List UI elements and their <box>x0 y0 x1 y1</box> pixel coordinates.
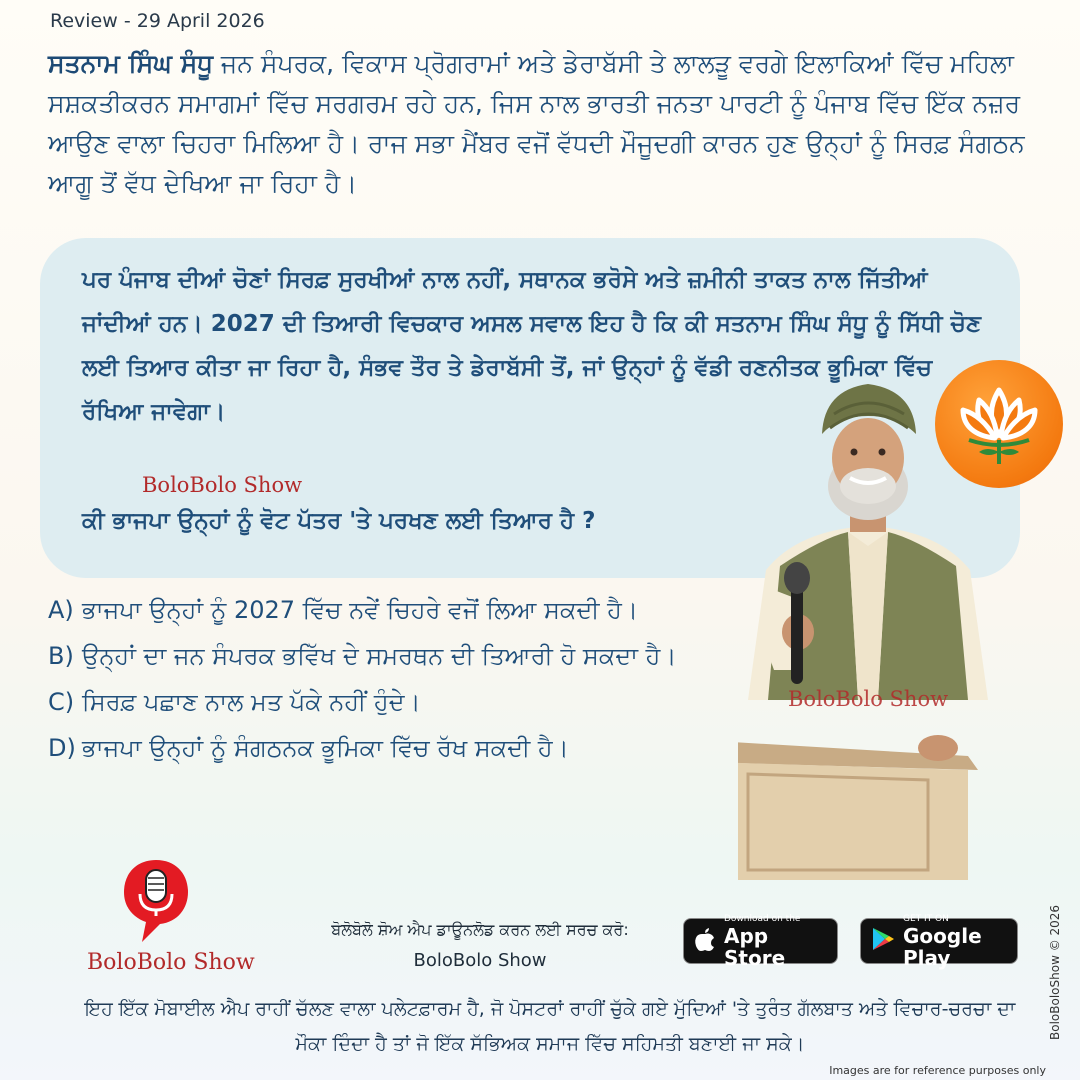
brand-name: BoloBolo Show <box>87 950 255 975</box>
option-letter: A) <box>48 596 74 624</box>
search-prompt: ਬੋਲੋਬੋਲੋ ਸ਼ੋਅ ਐਪ ਡਾਊਨਲੋਡ ਕਰਨ ਲਈ ਸਰਚ ਕਰੋ: <box>331 920 629 939</box>
google-play-icon <box>871 926 895 956</box>
leader-illustration <box>738 370 998 880</box>
answer-options <box>48 590 728 774</box>
option-letter: C) <box>48 688 75 716</box>
search-term: BoloBolo Show <box>413 950 547 971</box>
google-play-label: Google Play <box>903 923 982 970</box>
option-b[interactable] <box>48 636 728 676</box>
watermark: BoloBolo Show <box>142 473 303 497</box>
app-store-button[interactable] <box>683 913 838 970</box>
option-letter: D) <box>48 734 76 762</box>
option-letter: B) <box>48 642 74 670</box>
apple-icon <box>694 926 716 956</box>
quote-text: ਪਰ ਪੰਜਾਬ ਦੀਆਂ ਚੋਣਾਂ ਸਿਰਫ਼ ਸੁਰਖੀਆਂ ਨਾਲ ਨਹੀਂ, ਸਥਾਨਕ ਭਰੋਸੇ ਅਤੇ ਜ਼ਮੀਨੀ ਤਾਕਤ ਨਾਲ ਜਿੱਤੀਆਂ ਜਾਂਦੀਆਂ ਹਨ। 2027 ਦੀ ਤਿਆਰੀ ਵਿਚਕਾਰ ਅਸਲ ਸਵਾਲ ਇਹ ਹੈ ਕਿ ਕੀ ਸਤਨਾਮ ਸਿੰਘ ਸੰਧੂ ਨੂੰ ਸਿੱਧੀ ਚੋਣ ਲਈ ਤਿਆਰ ਕੀਤਾ ਜਾ ਰਿਹਾ ਹੈ, ਸੰਭਵ ਤੌਰ ਤੇ ਡੇਰਾਬੱਸੀ ਤੋਂ, ਜਾਂ ਉਨ੍ਹਾਂ ਨੂੰ ਵੱਡੀ ਰਣਨੀਤਕ ਭੂਮਿਕਾ ਵਿੱਚ ਰੱਖਿਆ ਜਾਵੇਗਾ। <box>82 267 981 425</box>
intro-paragraph <box>48 44 1038 204</box>
review-date: Review - 29 April 2026 <box>50 10 265 32</box>
option-text: ਉਨ੍ਹਾਂ ਦਾ ਜਨ ਸੰਪਰਕ ਭਵਿੱਖ ਦੇ ਸਮਰਥਨ ਦੀ ਤਿਆਰੀ ਹੋ ਸਕਦਾ ਹੈ। <box>82 642 677 670</box>
microphone-logo-icon <box>120 856 192 946</box>
option-d[interactable] <box>48 728 728 768</box>
intro-text: ਜਨ ਸੰਪਰਕ, ਵਿਕਾਸ ਪ੍ਰੋਗਰਾਮਾਂ ਅਤੇ ਡੇਰਾਬੱਸੀ ਤੇ ਲਾਲੜੂ ਵਰਗੇ ਇਲਾਕਿਆਂ ਵਿੱਚ ਮਹਿਲਾ ਸਸ਼ਕਤੀਕਰਨ ਸਮਾਗਮਾਂ ਵਿੱਚ ਸਰਗਰਮ ਰਹੇ ਹਨ, ਜਿਸ ਨਾਲ ਭਾਰਤੀ ਜਨਤਾ ਪਾਰਟੀ ਨੂੰ ਪੰਜਾਬ ਵਿੱਚ ਇੱਕ ਨਜ਼ਰ ਆਉਣ ਵਾਲਾ ਚਿਹਰਾ ਮਿਲਿਆ ਹੈ। ਰਾਜ ਸਭਾ ਮੈਂਬਰ ਵਜੋਂ ਵੱਧਦੀ ਮੌਜੂਦਗੀ ਕਾਰਨ ਹੁਣ ਉਨ੍ਹਾਂ ਨੂੰ ਸਿਰਫ਼ ਸੰਗਠਨ ਆਗੂ ਤੋਂ ਵੱਧ ਦੇਖਿਆ ਜਾ ਰਿਹਾ ਹੈ। <box>48 49 1025 198</box>
quote-question: ਕੀ ਭਾਜਪਾ ਉਨ੍ਹਾਂ ਨੂੰ ਵੋਟ ਪੱਤਰ 'ਤੇ ਪਰਖਣ ਲਈ ਤਿਆਰ ਹੈ ? <box>82 508 596 534</box>
option-c[interactable] <box>48 682 728 722</box>
app-store-small-label: Download on the <box>724 913 801 924</box>
option-text: ਭਾਜਪਾ ਉਨ੍ਹਾਂ ਨੂੰ 2027 ਵਿੱਚ ਨਵੇਂ ਚਿਹਰੇ ਵਜੋਂ ਲਿਆ ਸਕਦੀ ਹੈ। <box>82 596 639 624</box>
copyright: BoloBoloShow © 2026 <box>1048 904 1062 1040</box>
footer-description: ਇਹ ਇੱਕ ਮੋਬਾਈਲ ਐਪ ਰਾਹੀਂ ਚੱਲਣ ਵਾਲਾ ਪਲੇਟਫ਼ਾਰਮ ਹੈ, ਜੋ ਪੋਸਟਰਾਂ ਰਾਹੀਂ ਚੁੱਕੇ ਗਏ ਮੁੱਦਿਆਂ 'ਤੇ ਤੁਰੰਤ ਗੱਲਬਾਤ ਅਤੇ ਵਿਚਾਰ-ਚਰਚਾ ਦਾ ਮੌਕਾ ਦਿੰਦਾ ਹੈ ਤਾਂ ਜੋ ਇੱਕ ਸੱਭਿਅਕ ਸਮਾਜ ਵਿੱਚ ਸਹਿਮਤੀ ਬਣਾਈ ਜਾ ਸਕੇ। <box>84 998 1016 1055</box>
option-text: ਸਿਰਫ਼ ਪਛਾਣ ਨਾਲ ਮਤ ਪੱਕੇ ਨਹੀਂ ਹੁੰਦੇ। <box>82 688 421 716</box>
image-disclaimer: Images are for reference purposes only <box>829 1064 1046 1077</box>
app-store-label: App Store <box>724 923 786 970</box>
option-text: ਭਾਜਪਾ ਉਨ੍ਹਾਂ ਨੂੰ ਸੰਗਠਨਕ ਭੂਮਿਕਾ ਵਿੱਚ ਰੱਖ ਸਕਦੀ ਹੈ। <box>82 734 569 762</box>
leader-name: ਸਤਨਾਮ ਸਿੰਘ ਸੰਧੂ <box>48 49 213 78</box>
google-play-small-label: GET IT ON <box>903 913 949 924</box>
option-a[interactable] <box>48 590 728 630</box>
watermark: BoloBolo Show <box>788 687 949 711</box>
google-play-button[interactable] <box>860 913 1018 970</box>
